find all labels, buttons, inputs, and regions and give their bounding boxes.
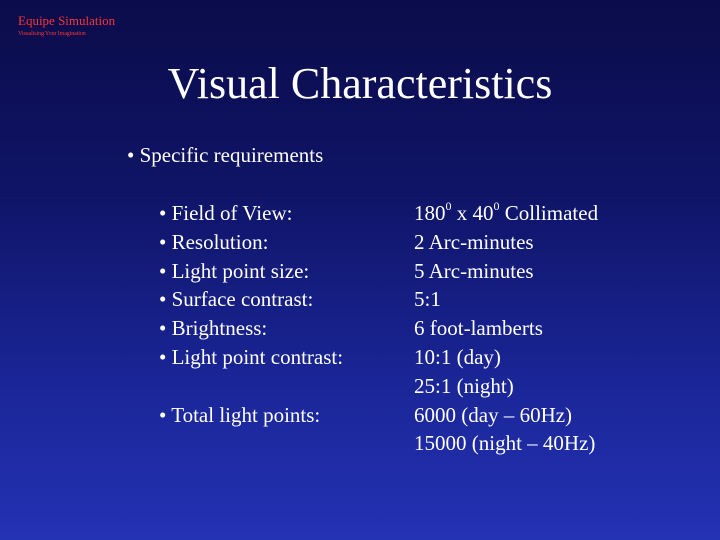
brand-header — [18, 13, 115, 38]
value-total-light-points-day: 6000 (day – 60Hz) — [414, 402, 573, 427]
value-light-point-contrast-day: 10:1 (day) — [414, 344, 501, 369]
label-total-light-points: • Total light points: — [159, 402, 321, 427]
label-surface-contrast: • Surface contrast: — [159, 287, 314, 312]
label-resolution: • Resolution: — [159, 229, 269, 254]
value-brightness: 6 foot-lamberts — [414, 316, 543, 341]
label-field-of-view: • Field of View: — [159, 201, 293, 225]
value-surface-contrast: 5:1 — [414, 287, 441, 312]
label-spacer — [159, 372, 343, 401]
requirement-labels — [159, 199, 343, 429]
brand-name: Equipe Simulation — [18, 13, 116, 28]
value-resolution: 2 Arc-minutes — [414, 229, 534, 254]
slide-title-text: Visual Characteristics — [167, 59, 553, 108]
value-fov-degree-2: 0 — [493, 199, 500, 213]
value-fov-horizontal: 180 — [414, 201, 446, 225]
value-total-light-points-night: 15000 (night – 40Hz) — [414, 431, 596, 456]
value-light-point-size: 5 Arc-minutes — [414, 258, 534, 283]
value-field-of-view — [414, 199, 598, 228]
brand-tagline: Visualising Your Imagination — [18, 31, 86, 37]
requirement-values — [414, 199, 598, 458]
value-fov-type: Collimated — [499, 201, 599, 225]
label-brightness: • Brightness: — [159, 316, 268, 341]
value-fov-vertical: x 40 — [451, 201, 494, 225]
slide-title — [0, 58, 720, 110]
value-fov-degree-1: 0 — [445, 199, 452, 213]
value-light-point-contrast-night: 25:1 (night) — [414, 373, 514, 398]
label-light-point-contrast: • Light point contrast: — [159, 344, 344, 369]
intro-bullet: • Specific requirements — [127, 143, 324, 167]
label-light-point-size: • Light point size: — [159, 258, 310, 283]
